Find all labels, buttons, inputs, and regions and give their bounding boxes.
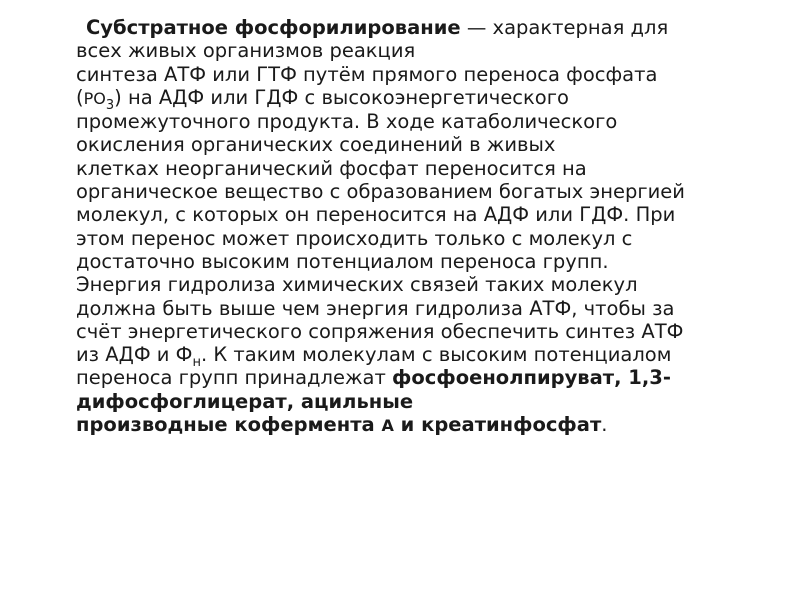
text-line-9: молекул, с которых он переносится на АДФ или ГДФ. При (76, 203, 676, 227)
line-18-end: . (601, 413, 608, 437)
text-line-1 (76, 16, 756, 39)
term-heading: Субстратное фосфорилирование (86, 16, 461, 39)
line-18-bold-2: и креатинфосфат (393, 413, 602, 437)
text-line-12: Энергия гидролиза химических связей таких молекул (76, 273, 638, 297)
text-line-16 (76, 366, 756, 389)
text-line-15 (76, 343, 756, 371)
po-subscript: 3 (105, 97, 115, 113)
text-line-2: всех живых организмов реакция (76, 39, 416, 63)
text-line-18 (76, 413, 756, 437)
line-4-rest: ) на АДФ или ГДФ с высокоэнергетического (114, 85, 569, 109)
text-line-8: органическое вещество с образованием богатых энергией (76, 180, 685, 204)
text-line-10: этом перенос может происходить только с молекул с (76, 226, 633, 250)
text-line-6: окисления органических соединений в живых (76, 133, 556, 157)
fn-subscript: н (192, 355, 201, 371)
line-16-bold: фосфоенолпируват, 1,3- (392, 366, 671, 390)
body-paragraph (76, 16, 756, 437)
coenzyme-a-letter: A (381, 416, 394, 436)
line-16-plain: переноса групп принадлежат (76, 366, 393, 390)
line-15-a: из АДФ и Ф (76, 343, 193, 367)
text-line-5: промежуточного продукта. В ходе катаболического (76, 110, 618, 134)
po-formula: PO (83, 88, 106, 108)
text-line-13: должна быть выше чем энергия гидролиза АТФ, чтобы за (76, 296, 675, 320)
text-line-4 (76, 85, 756, 113)
text-line-17: дифосфоглицерат, ацильные (76, 389, 414, 413)
open-paren: ( (76, 85, 84, 109)
text-line-11: достаточно высоким потенциалом переноса групп. (76, 249, 609, 273)
line-15-b: . К таким молекулам с высоким потенциалом (200, 343, 672, 367)
line-1-rest: — характерная для (460, 16, 669, 39)
text-line-3: синтеза АТФ или ГТФ путём прямого переноса фосфата (76, 62, 658, 86)
text-line-7: клетках неорганический фосфат переносится на (76, 156, 587, 180)
text-line-14: счёт энергетического сопряжения обеспечить синтез АТФ (76, 319, 684, 343)
line-18-bold-1: производные кофермента (76, 413, 382, 437)
